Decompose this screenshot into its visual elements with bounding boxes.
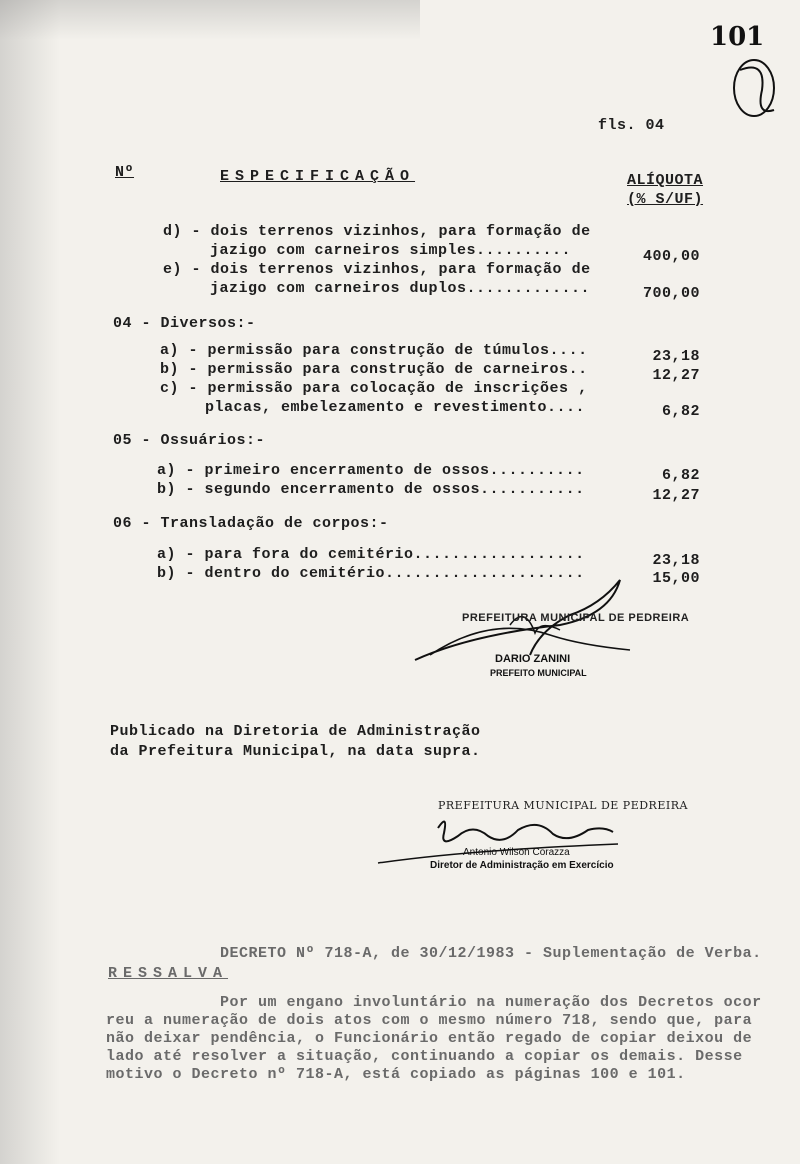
section-04-item-a: a) - permissão para construção de túmulos.... [160,342,588,359]
ressalva-line-3: não deixar pendência, o Funcionário então regado de copiar deixou de [106,1030,753,1047]
initials-scribble [726,50,786,120]
section-05-title: 05 - Ossuários:- [113,432,266,449]
ressalva-line-2: reu a numeração de dois atos com o mesmo número 718, sendo que, para [106,1012,753,1029]
mayor-stamp: PREFEITURA MUNICIPAL DE PEDREIRA [462,612,690,624]
rate-unit-header: (% S/UF) [627,191,704,208]
section-04-item-b-value: 12,27 [652,367,700,384]
item-e-line1: e) - dois terrenos vizinhos, para formação de [163,261,591,278]
publication-line2: da Prefeitura Municipal, na data supra. [110,743,481,760]
section-05-item-a: a) - primeiro encerramento de ossos.......... [157,462,585,479]
item-d-line1: d) - dois terrenos vizinhos, para formação de [163,223,591,240]
section-06-item-b-value: 15,00 [652,570,700,587]
section-05-item-a-value: 6,82 [661,467,700,484]
section-04-item-c-line1: c) - permissão para colocação de inscrições , [160,380,588,397]
director-stamp: PREFEITURA MUNICIPAL DE PEDREIRA [438,799,688,812]
number-column-header: Nº [115,164,135,181]
item-d-value: 400,00 [642,248,700,265]
section-04-title: 04 - Diversos:- [113,315,256,332]
section-06-item-a: a) - para fora do cemitério.................. [157,546,585,563]
folio-label: fls. 04 [598,117,665,134]
section-05-item-b: b) - segundo encerramento de ossos........... [157,481,585,498]
section-06-item-a-value: 23,18 [652,552,700,569]
director-signature [378,808,628,868]
item-e-value: 700,00 [642,285,700,302]
section-04-item-c-value: 6,82 [661,403,700,420]
page-number: 101 [710,22,765,52]
scan-shadow-top [0,0,420,40]
item-d-line2: jazigo com carneiros simples.......... [210,242,572,259]
ressalva-title: RESSALVA [108,965,229,982]
decree-line: DECRETO Nº 718-A, de 30/12/1983 - Suplementação de Verba. [220,945,762,962]
ressalva-line-5: motivo o Decreto nº 718-A, está copiado as páginas 100 e 101. [106,1066,686,1083]
section-06-item-b: b) - dentro do cemitério..................... [157,565,585,582]
section-06-title: 06 - Transladação de corpos:- [113,515,389,532]
publication-line1: Publicado na Diretoria de Administração [110,723,481,740]
scan-shadow-left [0,0,60,1164]
ressalva-line-1: Por um engano involuntário na numeração dos Decretos ocor [220,994,762,1011]
section-04-item-b: b) - permissão para construção de carneiros.. [160,361,588,378]
director-role: Diretor de Administração em Exercício [430,860,614,871]
mayor-name: DARIO ZANINI [495,653,571,665]
rate-header: ALÍQUOTA [627,172,704,189]
ressalva-line-4: lado até resolver a situação, continuando a copiar os demais. Desse [106,1048,743,1065]
mayor-role: PREFEITO MUNICIPAL [490,668,587,678]
section-04-item-c-line2: placas, embelezamento e revestimento.... [205,399,586,416]
item-e-line2: jazigo com carneiros duplos............. [210,280,591,297]
section-04-item-a-value: 23,18 [652,348,700,365]
director-name: Antonio Wilson Corazza [463,847,570,858]
section-05-item-b-value: 12,27 [652,487,700,504]
specification-header: ESPECIFICAÇÃO [220,168,416,185]
